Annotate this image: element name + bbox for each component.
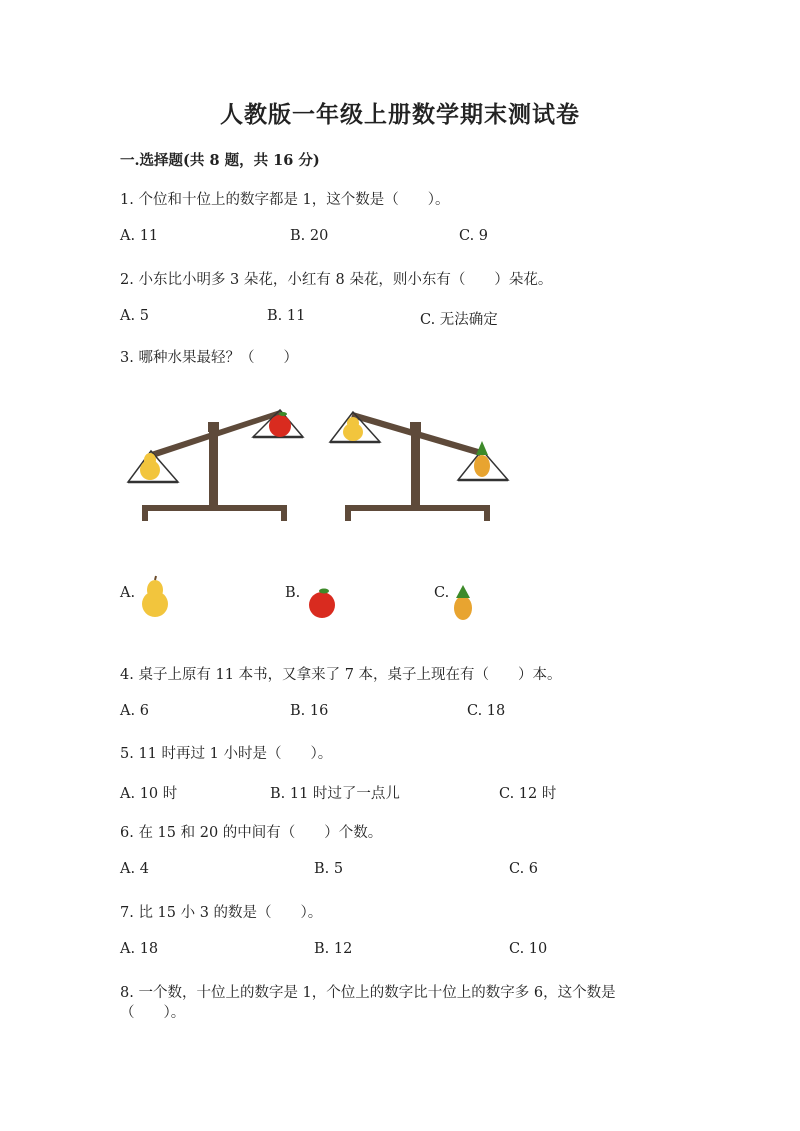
q4-option-b[interactable]: B. 16 (290, 703, 329, 719)
q5-option-a[interactable]: A. 10 时 (120, 786, 178, 802)
q6-option-a[interactable]: A. 4 (120, 861, 149, 877)
pear-icon (140, 453, 160, 480)
q3-option-c[interactable]: C. (434, 585, 450, 601)
question-8-stem-continued: （ ）。 (120, 1005, 186, 1021)
q7-option-c[interactable]: C. 10 (509, 941, 548, 957)
q6-option-b[interactable]: B. 5 (314, 861, 344, 877)
question-5-stem: 5. 11 时再过 1 小时是（ ）。 (120, 746, 333, 762)
q4-option-c[interactable]: C. 18 (467, 703, 506, 719)
question-2-stem: 2. 小东比小明多 3 朵花，小红有 8 朵花，则小东有（ ）朵花。 (120, 272, 553, 288)
left-balance-icon (128, 410, 303, 521)
apple-icon (269, 412, 291, 437)
q6-option-c[interactable]: C. 6 (509, 861, 539, 877)
question-1-stem: 1. 个位和十位上的数字都是 1，这个数是（ ）。 (120, 192, 450, 208)
q1-option-c[interactable]: C. 9 (459, 228, 489, 244)
right-balance-icon (330, 412, 508, 521)
option-a-pear-icon (142, 576, 168, 617)
q3-option-a[interactable]: A. (120, 585, 136, 601)
q1-option-a[interactable]: A. 11 (120, 228, 159, 244)
section-heading: 一.选择题(共 8 题，共 16 分) (120, 152, 320, 169)
q5-option-b[interactable]: B. 11 时过了一点儿 (270, 786, 400, 802)
option-c-pineapple-icon (454, 585, 472, 620)
question-4-stem: 4. 桌子上原有 11 本书，又拿来了 7 本，桌子上现在有（ ）本。 (120, 667, 562, 683)
q5-option-c[interactable]: C. 12 时 (499, 786, 557, 802)
pear-icon (343, 417, 363, 441)
q7-option-a[interactable]: A. 18 (120, 941, 159, 957)
q2-option-a[interactable]: A. 5 (120, 308, 149, 324)
question-6-stem: 6. 在 15 和 20 的中间有（ ）个数。 (120, 825, 383, 841)
question-8-stem: 8. 一个数，十位上的数字是 1，个位上的数字比十位上的数字多 6，这个数是 (120, 985, 616, 1001)
page-title: 人教版一年级上册数学期末测试卷 (220, 101, 580, 128)
question-3-stem: 3. 哪种水果最轻？（ ） (120, 350, 298, 366)
q2-option-b[interactable]: B. 11 (267, 308, 306, 324)
option-b-apple-icon (309, 589, 335, 619)
question-7-stem: 7. 比 15 小 3 的数是（ ）。 (120, 905, 323, 921)
q1-option-b[interactable]: B. 20 (290, 228, 329, 244)
q2-option-c[interactable]: C. 无法确定 (420, 312, 498, 328)
q3-option-b[interactable]: B. (285, 585, 301, 601)
pineapple-icon (474, 441, 490, 477)
q7-option-b[interactable]: B. 12 (314, 941, 353, 957)
q4-option-a[interactable]: A. 6 (120, 703, 149, 719)
